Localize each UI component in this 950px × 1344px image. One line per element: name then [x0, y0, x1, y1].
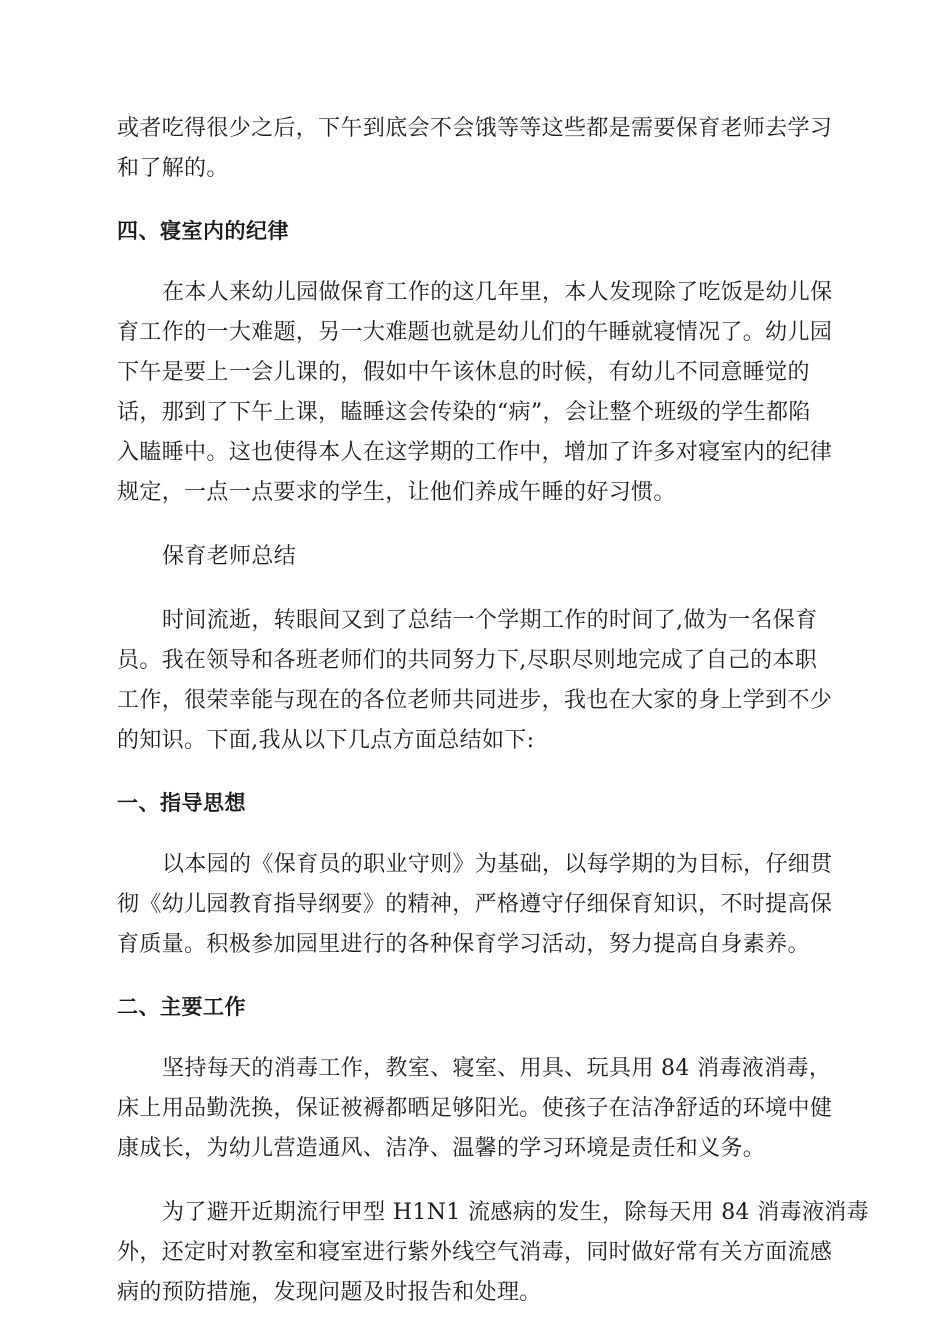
text-line: 入瞌睡中。这也使得本人在这学期的工作中，增加了许多对寝室内的纪律 [117, 440, 833, 465]
text-line: 或者吃得很少之后，下午到底会不会饿等等这些都是需要保育老师去学习 [117, 116, 833, 141]
text-line: 规定，一点一点要求的学生，让他们养成午睡的好习惯。 [117, 480, 676, 505]
text-line: 床上用品勤洗换，保证被褥都晒足够阳光。使孩子在洁净舒适的环境中健 [117, 1096, 833, 1121]
section-4-paragraph [117, 273, 835, 513]
text-line: 康成长，为幼儿营造通风、洁净、温馨的学习环境是责任和义务。 [117, 1136, 766, 1161]
text-line: 的知识。下面,我从以下几点方面总结如下: [117, 728, 535, 753]
text-line: 坚持每天的消毒工作，教室、寝室、用具、玩具用 84 消毒液消毒， [162, 1056, 832, 1081]
section-1-paragraph [117, 845, 835, 965]
text-line: 育工作的一大难题，另一大难题也就是幼儿们的午睡就寝情况了。幼儿园 [117, 320, 833, 345]
section-2-paragraph-2 [117, 1193, 869, 1313]
text-line: 以本园的《保育员的职业守则》为基础，以每学期的为目标，仔细贯 [162, 852, 833, 877]
text-line: 为了避开近期流行甲型 H1N1 流感病的发生，除每天用 84 消毒液消毒 [162, 1200, 869, 1225]
text-line: 和了解的。 [117, 156, 229, 181]
section-heading-2: 二、主要工作 [117, 995, 246, 1019]
intro-paragraph [117, 601, 835, 761]
text-line: 彻《幼儿园教育指导纲要》的精神，严格遵守仔细保育知识，不时提高保 [117, 892, 833, 917]
text-line: 下午是要上一会儿课的，假如中午该休息的时候，有幼儿不同意睡觉的 [117, 360, 810, 385]
section-heading-1: 一、指导思想 [117, 791, 246, 815]
continuation-paragraph [117, 109, 835, 189]
document-title: 保育老师总结 [162, 544, 297, 569]
section-2-paragraph-1 [117, 1049, 835, 1169]
text-line: 时间流逝，转眼间又到了总结一个学期工作的时间了,做为一名保育 [162, 608, 818, 633]
text-line: 育质量。积极参加园里进行的各种保育学习活动，努力提高自身素养。 [117, 932, 810, 957]
section-heading-4: 四、寝室内的纪律 [117, 219, 289, 243]
text-line: 病的预防措施，发现问题及时报告和处理。 [117, 1280, 542, 1305]
text-line: 外，还定时对教室和寝室进行紫外线空气消毒，同时做好常有关方面流感 [117, 1240, 833, 1265]
text-line: 工作，很荣幸能与现在的各位老师共同进步，我也在大家的身上学到不少 [117, 688, 833, 713]
text-line: 员。我在领导和各班老师们的共同努力下,尽职尽则地完成了自己的本职 [117, 648, 818, 673]
text-line: 话，那到了下午上课，瞌睡这会传染的“病”，会让整个班级的学生都陷 [117, 400, 811, 425]
text-line: 在本人来幼儿园做保育工作的这几年里，本人发现除了吃饭是幼儿保 [162, 280, 833, 305]
